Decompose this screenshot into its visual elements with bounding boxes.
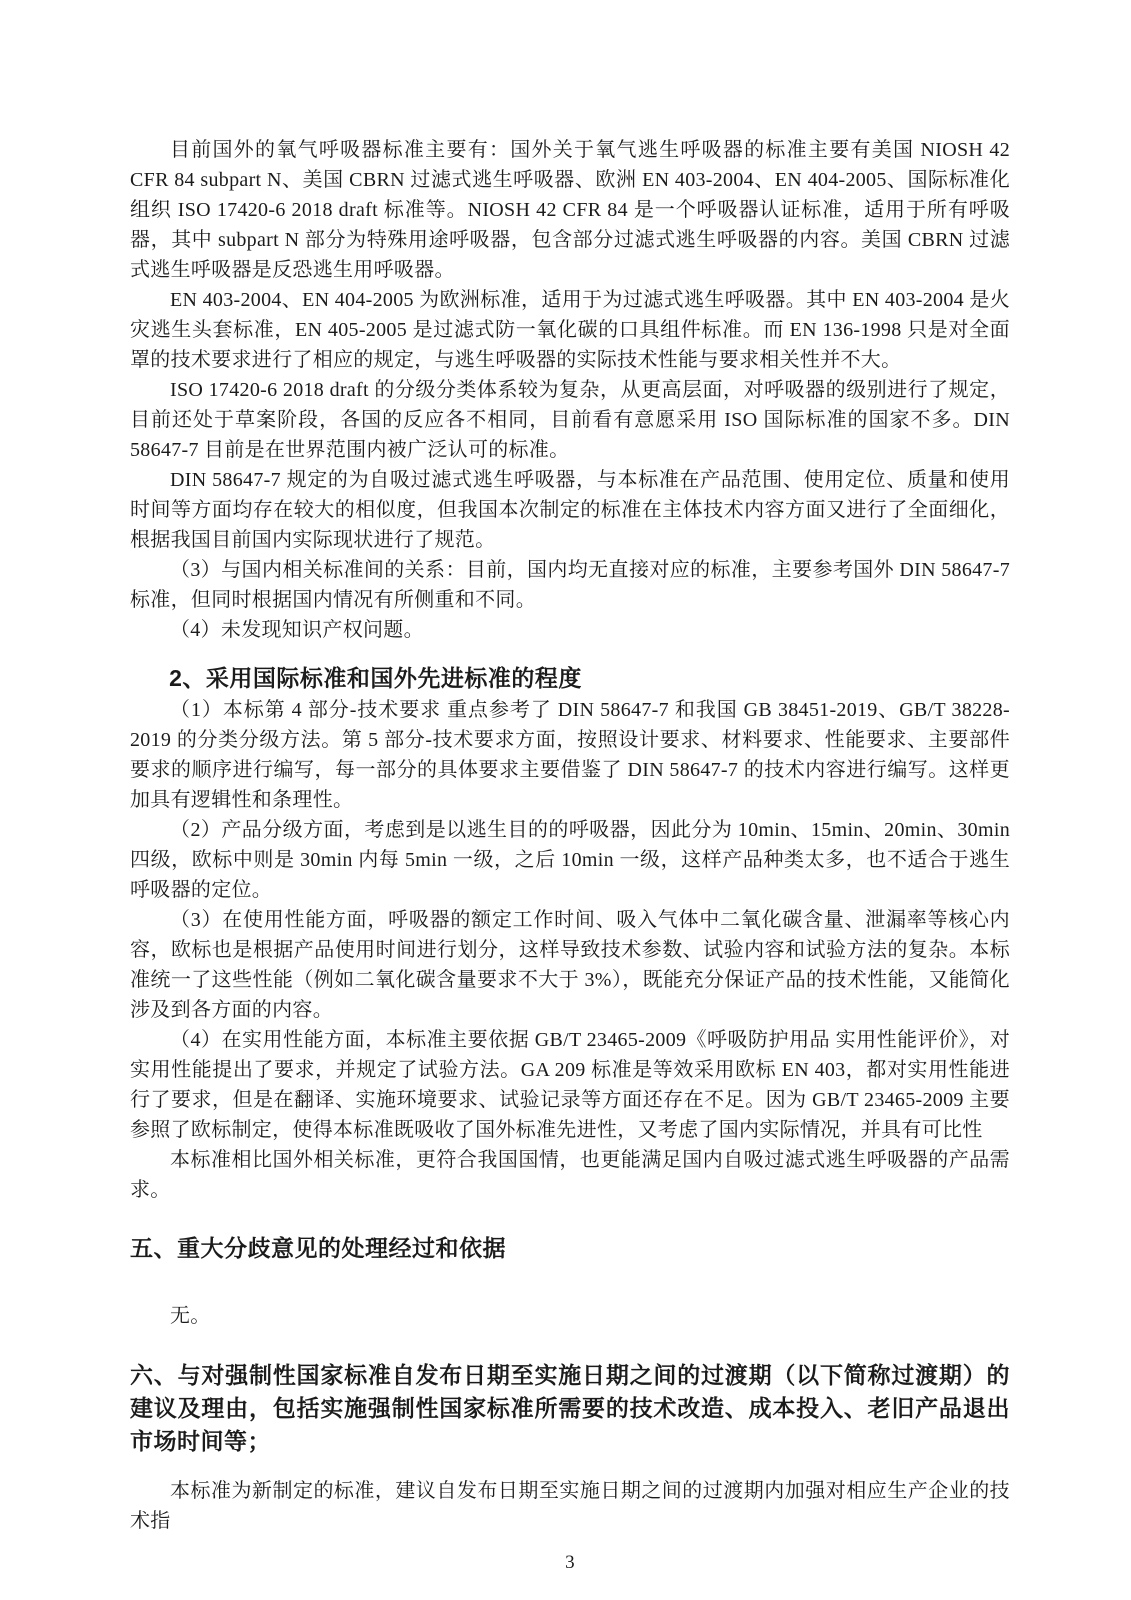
paragraph-item-3-usage-performance: （3）在使用性能方面，呼吸器的额定工作时间、吸入气体中二氧化碳含量、泄漏率等核心内容，欧标也是根据产品使用时间进行划分，这样导致技术参数、试验内容和试验方法的复杂。本标准统一了这些性能（例如二氧化碳含量要求不大于 3%），既能充分保证产品的技术性能，又能简化涉及到各方面的内容。 [130, 909, 1010, 1021]
paragraph-din-58647: DIN 58647-7 规定的为自吸过滤式逃生呼吸器，与本标准在产品范围、使用定位、质量和使用时间等方面均存在较大的相似度，但我国本次制定的标准在主体技术内容方面又进行了全面细化，根据我国目前国内实际现状进行了规范。 [130, 469, 1010, 551]
heading-section-six-transition-period: 六、与对强制性国家标准自发布日期至实施日期之间的过渡期（以下简称过渡期）的建议及理由，包括实施强制性国家标准所需要的技术改造、成本投入、老旧产品退出市场时间等； [130, 1362, 1010, 1454]
page-number: 3 [565, 1552, 575, 1573]
paragraph-domestic-standards-relation: （3）与国内相关标准间的关系：目前，国内均无直接对应的标准，主要参考国外 DIN 58647-7 标准，但同时根据国内情况有所侧重和不同。 [130, 559, 1010, 611]
paragraph-iso-draft: ISO 17420-6 2018 draft 的分级分类体系较为复杂，从更高层面，对呼吸器的级别进行了规定，目前还处于草案阶段，各国的反应各不相同，目前看有意愿采用 ISO 国际标准的国家不多。DIN 58647-7 目前是在世界范围内被广泛认可的标准。 [130, 379, 1010, 461]
paragraph-comparison-conclusion: 本标准相比国外相关标准，更符合我国国情，也更能满足国内自吸过滤式逃生呼吸器的产品需求。 [130, 1149, 1010, 1201]
paragraph-item-1-technical-requirements: （1）本标第 4 部分-技术要求 重点参考了 DIN 58647-7 和我国 GB 38451-2019、GB/T 38228-2019 的分类分级方法。第 5 部分-技术要求方面，按照设计要求、材料要求、性能要求、主要部件要求的顺序进行编写，每一部分的具体要求主要借鉴了 DIN 58647-7 的技术内容进行编写。这样更加具有逻辑性和条理性。 [130, 699, 1010, 811]
paragraph-en-standards: EN 403-2004、EN 404-2005 为欧洲标准，适用于为过滤式逃生呼吸器。其中 EN 403-2004 是火灾逃生头套标准，EN 405-2005 是过滤式防一氧化碳的口具组件标准。而 EN 136-1998 只是对全面罩的技术要求进行了相应的规定，与逃生呼吸器的实际技术性能与要求相关性并不大。 [130, 289, 1010, 371]
paragraph-foreign-standards-overview: 目前国外的氧气呼吸器标准主要有：国外关于氧气逃生呼吸器的标准主要有美国 NIOSH 42 CFR 84 subpart N、美国 CBRN 过滤式逃生呼吸器、欧洲 EN 403-2004、EN 404-2005、国际标准化组织 ISO 17420-6 2018 draft 标准等。NIOSH 42 CFR 84 是一个呼吸器认证标准，适用于所有呼吸器，其中 subpart N 部分为特殊用途呼吸器，包含部分过滤式逃生呼吸器的内容。美国 CBRN 过滤式逃生呼吸器是反恐逃生用呼吸器。 [130, 139, 1010, 281]
paragraph-item-4-practical-performance: （4）在实用性能方面，本标准主要依据 GB/T 23465-2009《呼吸防护用品 实用性能评价》，对实用性能提出了要求，并规定了试验方法。GA 209 标准是等效采用欧标 EN 403，都对实用性能进行了要求，但是在翻译、实施环境要求、试验记录等方面还存在不足。因为 GB/T 23465-2009 主要参照了欧标制定，使得本标准既吸收了国外标准先进性，又考虑了国内实际情况，并具有可比性 [130, 1029, 1010, 1141]
paragraph-ip-issues: （4）未发现知识产权问题。 [170, 619, 424, 641]
subheading-international-standards-adoption: 2、采用国际标准和国外先进标准的程度 [169, 665, 582, 691]
paragraph-none: 无。 [170, 1305, 211, 1327]
paragraph-transition-recommendation: 本标准为新制定的标准，建议自发布日期至实施日期之间的过渡期内加强对相应生产企业的技术指 [130, 1480, 1010, 1532]
paragraph-item-2-product-grading: （2）产品分级方面，考虑到是以逃生目的的呼吸器，因此分为 10min、15min、20min、30min 四级，欧标中则是 30min 内每 5min 一级，之后 10min 一级，这样产品种类太多，也不适合于逃生呼吸器的定位。 [130, 819, 1010, 901]
heading-section-five-disputes: 五、重大分歧意见的处理经过和依据 [130, 1235, 506, 1261]
